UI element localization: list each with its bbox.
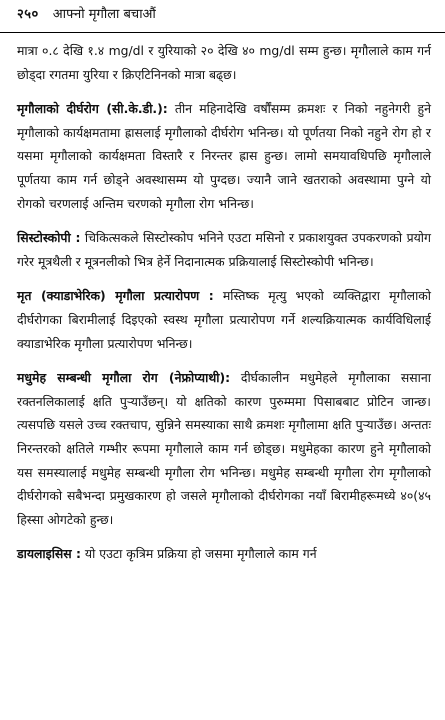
paragraph-text: मस्तिष्क मृत्यु भएको व्यक्तिद्वारा मृगौलाको दीर्घरोगका बिरामीलाई दिइएको स्वस्थ मृगौला प्रत्यारोपण गर्ने शल्यक्रियात्मक कार्यविधिलाई क्याडाभेरिक मृगौला प्रत्यारोपण भनिन्छ। bbox=[17, 288, 431, 351]
page-header bbox=[17, 0, 431, 32]
running-title: आफ्नो मृगौला बचाऔं bbox=[52, 7, 156, 22]
paragraph-cadaveric-transplant bbox=[17, 284, 431, 355]
paragraph-lab-values bbox=[17, 39, 431, 86]
paragraph-term: डायलाइसिस : bbox=[17, 546, 81, 562]
paragraph-cystoscopy bbox=[17, 226, 431, 273]
paragraph-text: चिकित्सकले सिस्टोस्कोप भनिने एउटा मसिनो र प्रकाशयुक्त उपकरणको प्रयोग गरेर मूत्रथैली र मूत्रनलीको भित्र हेर्ने निदानात्मक प्रक्रियालाई सिस्टोस्कोपी भनिन्छ। bbox=[17, 230, 431, 269]
page-number: २५० bbox=[17, 7, 39, 22]
paragraph-term: मधुमेह सम्बन्धी मृगौला रोग (नेफ्रोप्याथी): bbox=[17, 370, 231, 386]
paragraph-text: दीर्घकालीन मधुमेहले मृगौलाका ससाना रक्तनलिकालाई क्षति पुऱ्याउँछन्। यो क्षतिको कारण पुरुम्ममा पिसाबबाट प्रोटिन जान्छ। त्यसपछि यसले उच्च रक्तचाप, सुन्निने समस्याका साथै क्रमशः मृगौलामा क्षति पुऱ्याउँछ। अन्ततः निरन्तरको क्षतिले गम्भीर रूपमा मृगौलाले काम गर्न छोड्छ। मधुमेहका कारण हुने मृगौलाको यस समस्यालाई मधुमेह सम्बन्धी मृगौला रोग भनिन्छ। मधुमेह सम्बन्धी मृगौला रोग मृगौलाको दीर्घरोगको सबैभन्दा प्रमुखकारण हो जसले मृगौलाको दीर्घरोगका नयाँ बिरामीहरूमध्ये ४०(४५ हिस्सा ओगटेको हुन्छ। bbox=[17, 370, 431, 527]
paragraph-term: मृगौलाको दीर्घरोग (सी.के.डी.): bbox=[17, 101, 168, 117]
header-rule bbox=[0, 32, 445, 33]
paragraph-text: मात्रा ०.८ देखि १.४ mg/dl र युरियाको २० देखि ४० mg/dl सम्म हुन्छ। मृगौलाले काम गर्न छोड्दा रगतमा युरिया र क्रिएटिनिनको मात्रा बढ्छ। bbox=[17, 43, 431, 82]
paragraph-text: यो एउटा कृत्रिम प्रक्रिया हो जसमा मृगौलाले काम गर्न bbox=[80, 546, 317, 562]
paragraph-text: तीन महिनादेखि वर्षौंसम्म क्रमशः र निको नहुनेगरी हुने मृगौलाको कार्यक्षमतामा ह्रासलाई मृगौलाको दीर्घरोग भनिन्छ। यो पूर्णतया निको नहुने रोग हो र यसमा मृगौलाको कार्यक्षमता विस्तारै र निरन्तर ह्रास हुन्छ। लामो समयावधिपछि मृगौलाले पूर्णतया काम गर्न छोड्ने अवस्थासम्म यो पुग्दछ। ज्यानै जाने खतराको अवस्थामा पुग्ने यो रोगको चरणलाई अन्तिम चरणको मृगौला रोग भनिन्छ। bbox=[17, 101, 431, 211]
paragraph-diabetic-nephropathy bbox=[17, 366, 431, 531]
paragraph-term: सिस्टोस्कोपी : bbox=[17, 230, 81, 246]
paragraph-term: मृत (क्याडाभेरिक) मृगौला प्रत्यारोपण : bbox=[17, 288, 214, 304]
paragraph-dialysis bbox=[17, 542, 431, 566]
paragraph-ckd bbox=[17, 97, 431, 215]
